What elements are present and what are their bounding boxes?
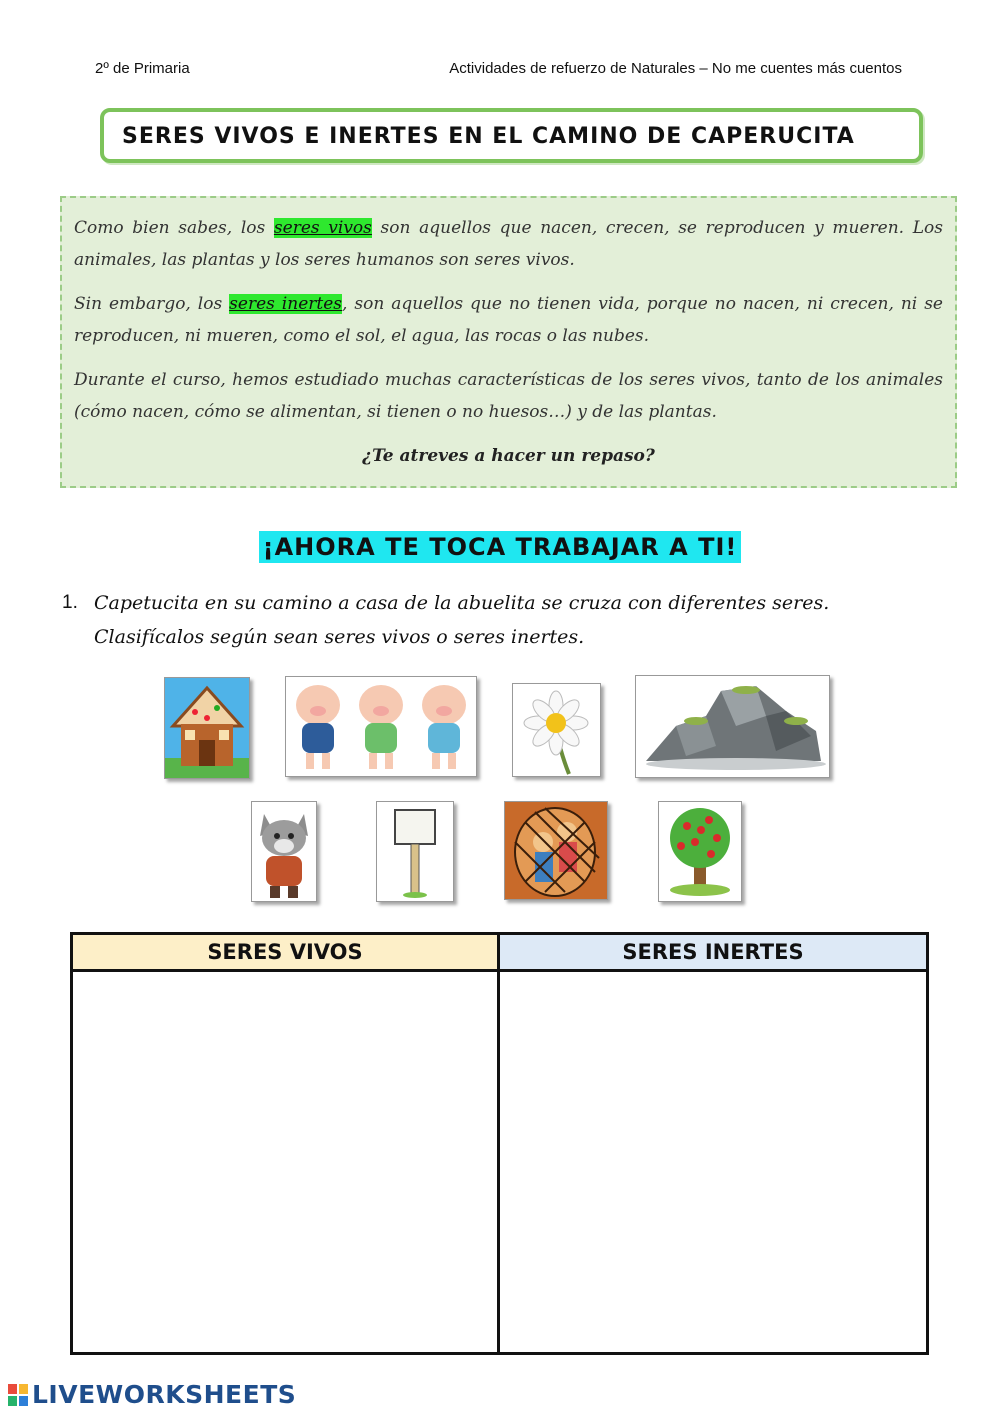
tree-icon — [659, 802, 741, 901]
title-box — [100, 108, 923, 163]
wolf-icon — [252, 802, 316, 901]
wolf-card[interactable] — [251, 801, 317, 902]
intro-paragraph-1 — [74, 212, 943, 276]
task-text: Capetucita en su camino a casa de la abuelita se cruza con diferentes seres. Clasifícalos según sean seres vivos o seres inertes. — [94, 592, 830, 648]
sign-icon — [377, 802, 453, 901]
liveworksheets-logo-icon — [8, 1384, 28, 1406]
header-seres-inertes: SERES INERTES — [499, 934, 928, 971]
cage-children-card[interactable] — [504, 801, 608, 900]
three-pigs-card[interactable] — [285, 676, 477, 777]
highlight-seres-vivos: seres vivos — [273, 218, 372, 238]
intro-text: , son aquellos que no tienen vida, porque no nacen, ni crecen, ni se reproducen, ni mueren, como el sol, el agua, las rocas o las nubes. — [74, 294, 943, 346]
daisy-card[interactable] — [512, 683, 601, 777]
cage-icon — [505, 802, 607, 899]
now-banner — [0, 531, 1000, 563]
signpost-card[interactable] — [376, 801, 454, 902]
house-icon — [165, 678, 249, 778]
header-seres-vivos: SERES VIVOS — [72, 934, 499, 971]
drop-zone-seres-inertes[interactable] — [499, 971, 928, 1354]
grade-label: 2º de Primaria — [95, 60, 190, 77]
now-title: ¡AHORA TE TOCA TRABAJAR A TI! — [259, 531, 742, 563]
course-label: Actividades de refuerzo de Naturales – No me cuentes más cuentos — [449, 60, 902, 77]
flower-icon — [513, 684, 600, 776]
gingerbread-house-card[interactable] — [164, 677, 250, 779]
intro-paragraph-3: Durante el curso, hemos estudiado muchas características de los seres vivos, tanto de los animales (cómo nacen, cómo se alimentan, si tienen o no huesos…) y de las plantas. — [74, 370, 943, 422]
task-number: 1. — [62, 592, 78, 613]
classification-table — [70, 932, 929, 1355]
highlight-seres-inertes: seres inertes — [229, 294, 342, 314]
rocks-card[interactable] — [635, 675, 830, 778]
intro-text: Sin embargo, los — [74, 294, 230, 314]
intro-paragraph-2 — [74, 288, 943, 352]
rocks-icon — [636, 676, 829, 777]
liveworksheets-brand: LIVEWORKSHEETS — [32, 1380, 297, 1409]
intro-text: son aquellos que nacen, crecen, se reproducen y mueren. Los animales, las plantas y los seres humanos son seres vivos. — [74, 218, 943, 270]
intro-box — [60, 196, 957, 488]
apple-tree-card[interactable] — [658, 801, 742, 902]
intro-text: Como bien sabes, los — [74, 218, 274, 238]
drop-zone-seres-vivos[interactable] — [72, 971, 499, 1354]
intro-question: ¿Te atreves a hacer un repaso? — [362, 446, 655, 466]
worksheet-title: SERES VIVOS E INERTES EN EL CAMINO DE CAPERUCITA — [122, 124, 855, 149]
pigs-icon — [286, 677, 476, 776]
task-1 — [62, 586, 922, 654]
